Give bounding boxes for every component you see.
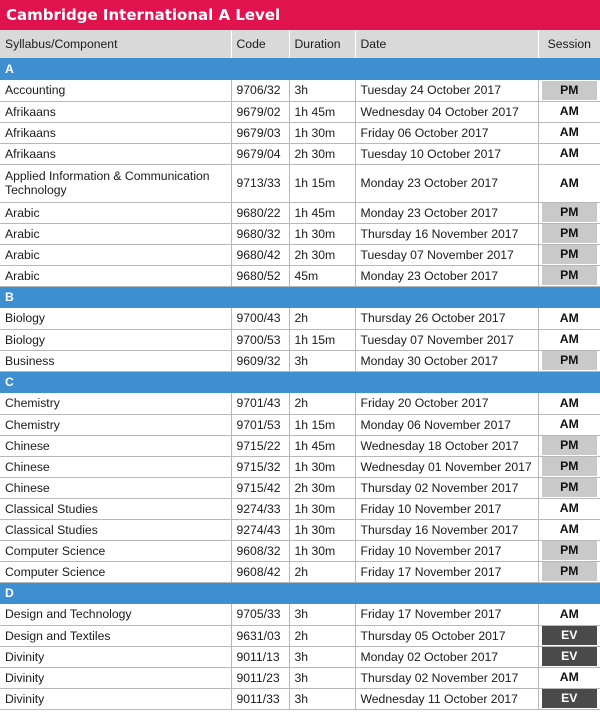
table-row [0, 202, 600, 223]
session-badge: PM [542, 266, 598, 285]
session-badge: PM [542, 436, 598, 455]
syllabus-cell: Arabic [0, 265, 231, 286]
session-cell [538, 143, 600, 164]
duration-cell: 1h 30m [289, 519, 355, 540]
session-cell [538, 202, 600, 223]
session-badge: EV [542, 626, 598, 645]
duration-cell: 2h [289, 393, 355, 414]
session-badge: PM [542, 203, 598, 222]
table-row [0, 540, 600, 561]
date-cell: Friday 20 October 2017 [355, 393, 538, 414]
table-row [0, 80, 600, 101]
syllabus-cell: Afrikaans [0, 122, 231, 143]
table-row [0, 414, 600, 435]
session-cell [538, 244, 600, 265]
date-cell: Thursday 02 November 2017 [355, 667, 538, 688]
duration-cell: 1h 45m [289, 101, 355, 122]
date-cell: Monday 23 October 2017 [355, 265, 538, 286]
code-cell: 9680/52 [231, 265, 289, 286]
table-row [0, 350, 600, 371]
duration-cell: 2h 30m [289, 143, 355, 164]
code-cell: 9713/33 [231, 164, 289, 202]
table-row [0, 667, 600, 688]
date-cell: Monday 23 October 2017 [355, 164, 538, 202]
code-cell: 9608/42 [231, 561, 289, 582]
session-cell [538, 561, 600, 582]
table-row [0, 435, 600, 456]
session-badge: AM [542, 144, 598, 163]
session-badge: AM [542, 520, 598, 539]
duration-cell: 3h [289, 688, 355, 709]
session-badge: AM [542, 415, 598, 434]
section-letter: A [0, 58, 600, 80]
duration-cell: 3h [289, 80, 355, 101]
table-row [0, 122, 600, 143]
session-badge: AM [542, 394, 598, 413]
duration-cell: 2h [289, 561, 355, 582]
date-cell: Thursday 26 October 2017 [355, 308, 538, 329]
section-header-row [0, 582, 600, 604]
date-cell: Tuesday 07 November 2017 [355, 329, 538, 350]
table-row [0, 265, 600, 286]
duration-cell: 1h 30m [289, 498, 355, 519]
syllabus-cell: Chinese [0, 435, 231, 456]
syllabus-cell: Afrikaans [0, 143, 231, 164]
syllabus-cell: Classical Studies [0, 498, 231, 519]
duration-cell: 3h [289, 350, 355, 371]
duration-cell: 3h [289, 667, 355, 688]
code-cell: 9680/42 [231, 244, 289, 265]
syllabus-cell: Chinese [0, 477, 231, 498]
duration-cell: 45m [289, 265, 355, 286]
session-cell [538, 646, 600, 667]
date-cell: Tuesday 24 October 2017 [355, 80, 538, 101]
date-cell: Monday 30 October 2017 [355, 350, 538, 371]
session-badge: EV [542, 689, 598, 708]
session-cell [538, 519, 600, 540]
duration-cell: 2h [289, 625, 355, 646]
code-cell: 9706/32 [231, 80, 289, 101]
table-row [0, 143, 600, 164]
session-badge: PM [542, 245, 598, 264]
session-cell [538, 122, 600, 143]
header-duration: Duration [289, 30, 355, 58]
duration-cell: 3h [289, 604, 355, 625]
session-badge: PM [542, 81, 598, 100]
section-letter: D [0, 582, 600, 604]
section-letter: C [0, 371, 600, 393]
syllabus-cell: Arabic [0, 202, 231, 223]
date-cell: Friday 06 October 2017 [355, 122, 538, 143]
session-cell [538, 329, 600, 350]
date-cell: Thursday 16 November 2017 [355, 519, 538, 540]
code-cell: 9680/22 [231, 202, 289, 223]
syllabus-cell: Chemistry [0, 414, 231, 435]
duration-cell: 1h 15m [289, 164, 355, 202]
session-badge: PM [542, 224, 598, 243]
session-cell [538, 265, 600, 286]
code-cell: 9274/33 [231, 498, 289, 519]
syllabus-cell: Applied Information & Communication Technology [0, 164, 231, 202]
syllabus-cell: Chinese [0, 456, 231, 477]
header-row [0, 30, 600, 58]
syllabus-cell: Computer Science [0, 540, 231, 561]
syllabus-cell: Chemistry [0, 393, 231, 414]
date-cell: Monday 23 October 2017 [355, 202, 538, 223]
header-code: Code [231, 30, 289, 58]
code-cell: 9011/33 [231, 688, 289, 709]
table-row [0, 244, 600, 265]
date-cell: Friday 17 November 2017 [355, 561, 538, 582]
duration-cell: 1h 15m [289, 329, 355, 350]
code-cell: 9715/32 [231, 456, 289, 477]
syllabus-cell: Classical Studies [0, 519, 231, 540]
duration-cell: 1h 30m [289, 456, 355, 477]
table-row [0, 688, 600, 709]
duration-cell: 1h 15m [289, 414, 355, 435]
session-cell [538, 435, 600, 456]
syllabus-cell: Arabic [0, 223, 231, 244]
code-cell: 9274/43 [231, 519, 289, 540]
code-cell: 9700/53 [231, 329, 289, 350]
session-cell [538, 604, 600, 625]
session-badge: AM [542, 499, 598, 518]
date-cell: Friday 17 November 2017 [355, 604, 538, 625]
code-cell: 9680/32 [231, 223, 289, 244]
table-row [0, 329, 600, 350]
duration-cell: 1h 45m [289, 435, 355, 456]
code-cell: 9631/03 [231, 625, 289, 646]
page-title: Cambridge International A Level [0, 0, 600, 30]
session-badge: EV [542, 647, 598, 666]
code-cell: 9700/43 [231, 308, 289, 329]
code-cell: 9679/04 [231, 143, 289, 164]
section-letter: B [0, 286, 600, 308]
header-syllabus: Syllabus/Component [0, 30, 231, 58]
header-date: Date [355, 30, 538, 58]
code-cell: 9011/13 [231, 646, 289, 667]
date-cell: Thursday 16 November 2017 [355, 223, 538, 244]
code-cell: 9701/43 [231, 393, 289, 414]
session-badge: PM [542, 541, 598, 560]
syllabus-cell: Divinity [0, 646, 231, 667]
syllabus-cell: Design and Technology [0, 604, 231, 625]
session-badge: PM [542, 562, 598, 581]
session-cell [538, 308, 600, 329]
header-session: Session [538, 30, 600, 58]
session-badge: PM [542, 457, 598, 476]
syllabus-cell: Divinity [0, 688, 231, 709]
code-cell: 9679/02 [231, 101, 289, 122]
table-row [0, 604, 600, 625]
syllabus-cell: Accounting [0, 80, 231, 101]
session-cell [538, 164, 600, 202]
duration-cell: 2h [289, 308, 355, 329]
date-cell: Tuesday 10 October 2017 [355, 143, 538, 164]
table-row [0, 223, 600, 244]
duration-cell: 1h 45m [289, 202, 355, 223]
table-row [0, 164, 600, 202]
syllabus-cell: Business [0, 350, 231, 371]
date-cell: Monday 06 November 2017 [355, 414, 538, 435]
duration-cell: 2h 30m [289, 477, 355, 498]
table-row [0, 456, 600, 477]
date-cell: Monday 02 October 2017 [355, 646, 538, 667]
table-row [0, 519, 600, 540]
date-cell: Wednesday 11 October 2017 [355, 688, 538, 709]
session-badge: PM [542, 478, 598, 497]
date-cell: Wednesday 01 November 2017 [355, 456, 538, 477]
date-cell: Tuesday 07 November 2017 [355, 244, 538, 265]
date-cell: Thursday 05 October 2017 [355, 625, 538, 646]
code-cell: 9608/32 [231, 540, 289, 561]
session-badge: AM [542, 605, 598, 624]
code-cell: 9715/42 [231, 477, 289, 498]
syllabus-cell: Design and Textiles [0, 625, 231, 646]
syllabus-cell: Computer Science [0, 561, 231, 582]
section-header-row [0, 371, 600, 393]
date-cell: Wednesday 04 October 2017 [355, 101, 538, 122]
table-row [0, 625, 600, 646]
session-cell [538, 80, 600, 101]
session-cell [538, 540, 600, 561]
table-row [0, 477, 600, 498]
session-badge: AM [542, 102, 598, 121]
session-badge: AM [542, 123, 598, 142]
syllabus-cell: Afrikaans [0, 101, 231, 122]
date-cell: Friday 10 November 2017 [355, 498, 538, 519]
table-row [0, 308, 600, 329]
section-header-row [0, 58, 600, 80]
session-cell [538, 223, 600, 244]
code-cell: 9715/22 [231, 435, 289, 456]
table-row [0, 393, 600, 414]
duration-cell: 1h 30m [289, 122, 355, 143]
duration-cell: 3h [289, 646, 355, 667]
session-badge: AM [542, 309, 598, 328]
session-cell [538, 688, 600, 709]
table-row [0, 498, 600, 519]
session-badge: AM [542, 330, 598, 349]
session-cell [538, 667, 600, 688]
table-row [0, 646, 600, 667]
code-cell: 9679/03 [231, 122, 289, 143]
duration-cell: 1h 30m [289, 540, 355, 561]
date-cell: Wednesday 18 October 2017 [355, 435, 538, 456]
session-badge: AM [542, 174, 598, 193]
code-cell: 9609/32 [231, 350, 289, 371]
syllabus-cell: Divinity [0, 667, 231, 688]
date-cell: Thursday 02 November 2017 [355, 477, 538, 498]
session-badge: AM [542, 668, 598, 687]
syllabus-cell: Arabic [0, 244, 231, 265]
table-row [0, 101, 600, 122]
session-cell [538, 498, 600, 519]
code-cell: 9701/53 [231, 414, 289, 435]
syllabus-cell: Biology [0, 308, 231, 329]
date-cell: Friday 10 November 2017 [355, 540, 538, 561]
section-header-row [0, 286, 600, 308]
session-cell [538, 393, 600, 414]
syllabus-cell: Biology [0, 329, 231, 350]
duration-cell: 1h 30m [289, 223, 355, 244]
duration-cell: 2h 30m [289, 244, 355, 265]
session-cell [538, 414, 600, 435]
session-badge: PM [542, 351, 598, 370]
session-cell [538, 477, 600, 498]
exam-timetable [0, 30, 600, 710]
code-cell: 9705/33 [231, 604, 289, 625]
code-cell: 9011/23 [231, 667, 289, 688]
session-cell [538, 101, 600, 122]
table-row [0, 561, 600, 582]
session-cell [538, 456, 600, 477]
session-cell [538, 625, 600, 646]
session-cell [538, 350, 600, 371]
